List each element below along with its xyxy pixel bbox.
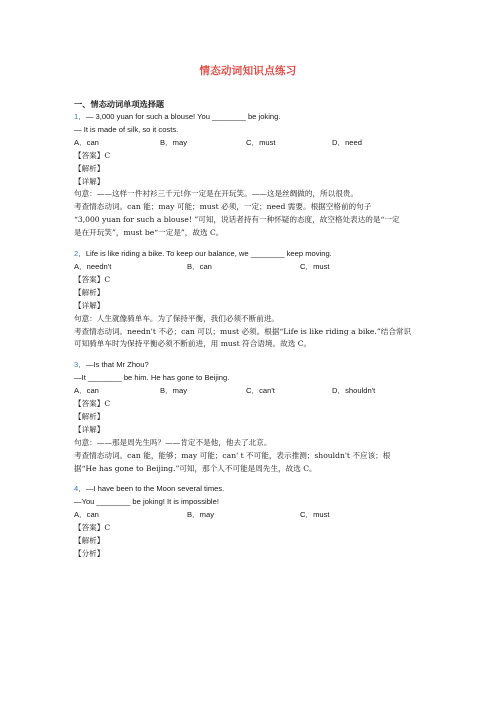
explanation-line: 考查情态动词。can 能；may 可能；must 必须，一定；need 需要。根据空格前的句子 <box>74 202 372 212</box>
question-3-reply: —It ________ be him. He has gone to Beijing. <box>74 373 230 383</box>
explanation-line: “3,000 yuan for such a blouse! ”可知，说话者持有一种怀疑的态度，故空格处表达的是“一定 <box>74 215 400 225</box>
explanation-line: 是在开玩笑”，must be“一定是”，故选 C。 <box>74 228 224 238</box>
question-text: ．—I have been to the Moon several times. <box>78 484 225 494</box>
question-2-options <box>74 261 426 274</box>
explanation-line: 考查情态动词。can 能，能够；may 可能；can' t 不可能，表示推测；shouldn't 不应该；根 <box>74 450 391 460</box>
option-c: C．can't <box>246 386 275 396</box>
explanation-line: 考查情态动词。needn't 不必；can 可以；must 必须。根据“Life is like riding a bike.”结合常识 <box>74 326 412 336</box>
translation: 句意：——那是周先生吗？——肯定不是他，他去了北京。 <box>74 437 272 447</box>
explanation-line: 可知骑单车时为保持平衡必须不断前进，用 must 符合语境。故选 C。 <box>74 339 312 349</box>
answer-label: 【答案】C <box>74 399 111 409</box>
option-d: D．shouldn't <box>332 386 376 396</box>
analysis-label: 【解析】 <box>74 411 105 421</box>
option-a: A．can <box>74 510 99 520</box>
detail-label: 【详解】 <box>74 300 105 310</box>
question-number: 2 <box>74 249 79 259</box>
analysis-label: 【分析】 <box>74 549 105 558</box>
question-3-options <box>74 385 426 398</box>
section-heading: 一、情态动词单项选择题 <box>74 99 165 109</box>
option-d: D．need <box>332 137 362 147</box>
answer-label: 【答案】C <box>74 523 111 533</box>
question-4-options <box>74 509 426 522</box>
question-2-stem <box>74 248 426 261</box>
question-1-stem <box>74 111 426 124</box>
analysis-label: 【解析】 <box>74 287 105 297</box>
question-text: ．Life is like riding a bike. To keep our balance, we ________ keep moving. <box>78 249 332 259</box>
translation: 句意：——这样一件衬衫三千元!你一定是在开玩笑。——这是丝绸做的，所以很贵。 <box>74 189 359 199</box>
option-c: C．must <box>300 510 330 520</box>
option-c: C．must <box>246 137 276 147</box>
analysis-label: 【解析】 <box>74 536 105 546</box>
option-a: A．needn't <box>74 261 112 271</box>
question-number: 1 <box>74 112 79 121</box>
option-b: B．can <box>187 261 212 271</box>
answer-label: 【答案】C <box>74 274 111 284</box>
question-number: 4 <box>74 484 79 494</box>
option-c: C．must <box>300 261 330 271</box>
detail-label: 【详解】 <box>74 176 105 186</box>
option-b: B．may <box>187 510 215 520</box>
question-4-stem <box>74 483 426 496</box>
question-4 <box>74 483 426 560</box>
option-a: A．can <box>74 386 99 396</box>
question-1-reply: — It is made of silk, so it costs. <box>74 124 179 134</box>
question-1 <box>74 111 426 240</box>
content-body <box>74 98 426 561</box>
question-text: ．—Is that Mr Zhou? <box>78 360 149 370</box>
question-3 <box>74 359 426 475</box>
option-b: B．may <box>160 137 188 147</box>
option-b: B．may <box>160 386 188 396</box>
explanation-line: 据“He has gone to Beijing.”可知，那个人不可能是周先生，故选 C。 <box>74 463 317 473</box>
question-4-reply: —You ________ be joking! It is impossible! <box>74 497 219 507</box>
detail-label: 【详解】 <box>74 424 105 434</box>
answer-label: 【答案】C <box>74 150 111 160</box>
question-3-stem <box>74 359 426 372</box>
question-2 <box>74 248 426 351</box>
question-text: ．— 3,000 yuan for such a blouse! You ________ be joking. <box>78 112 281 121</box>
question-1-options <box>74 137 426 150</box>
page-title: 情态动词知识点练习 <box>199 65 297 77</box>
question-number: 3 <box>74 360 79 370</box>
translation: 句意：人生就像骑单车。为了保持平衡，我们必须不断前进。 <box>74 313 280 323</box>
analysis-label: 【解析】 <box>74 163 105 173</box>
option-a: A．can <box>74 137 99 147</box>
